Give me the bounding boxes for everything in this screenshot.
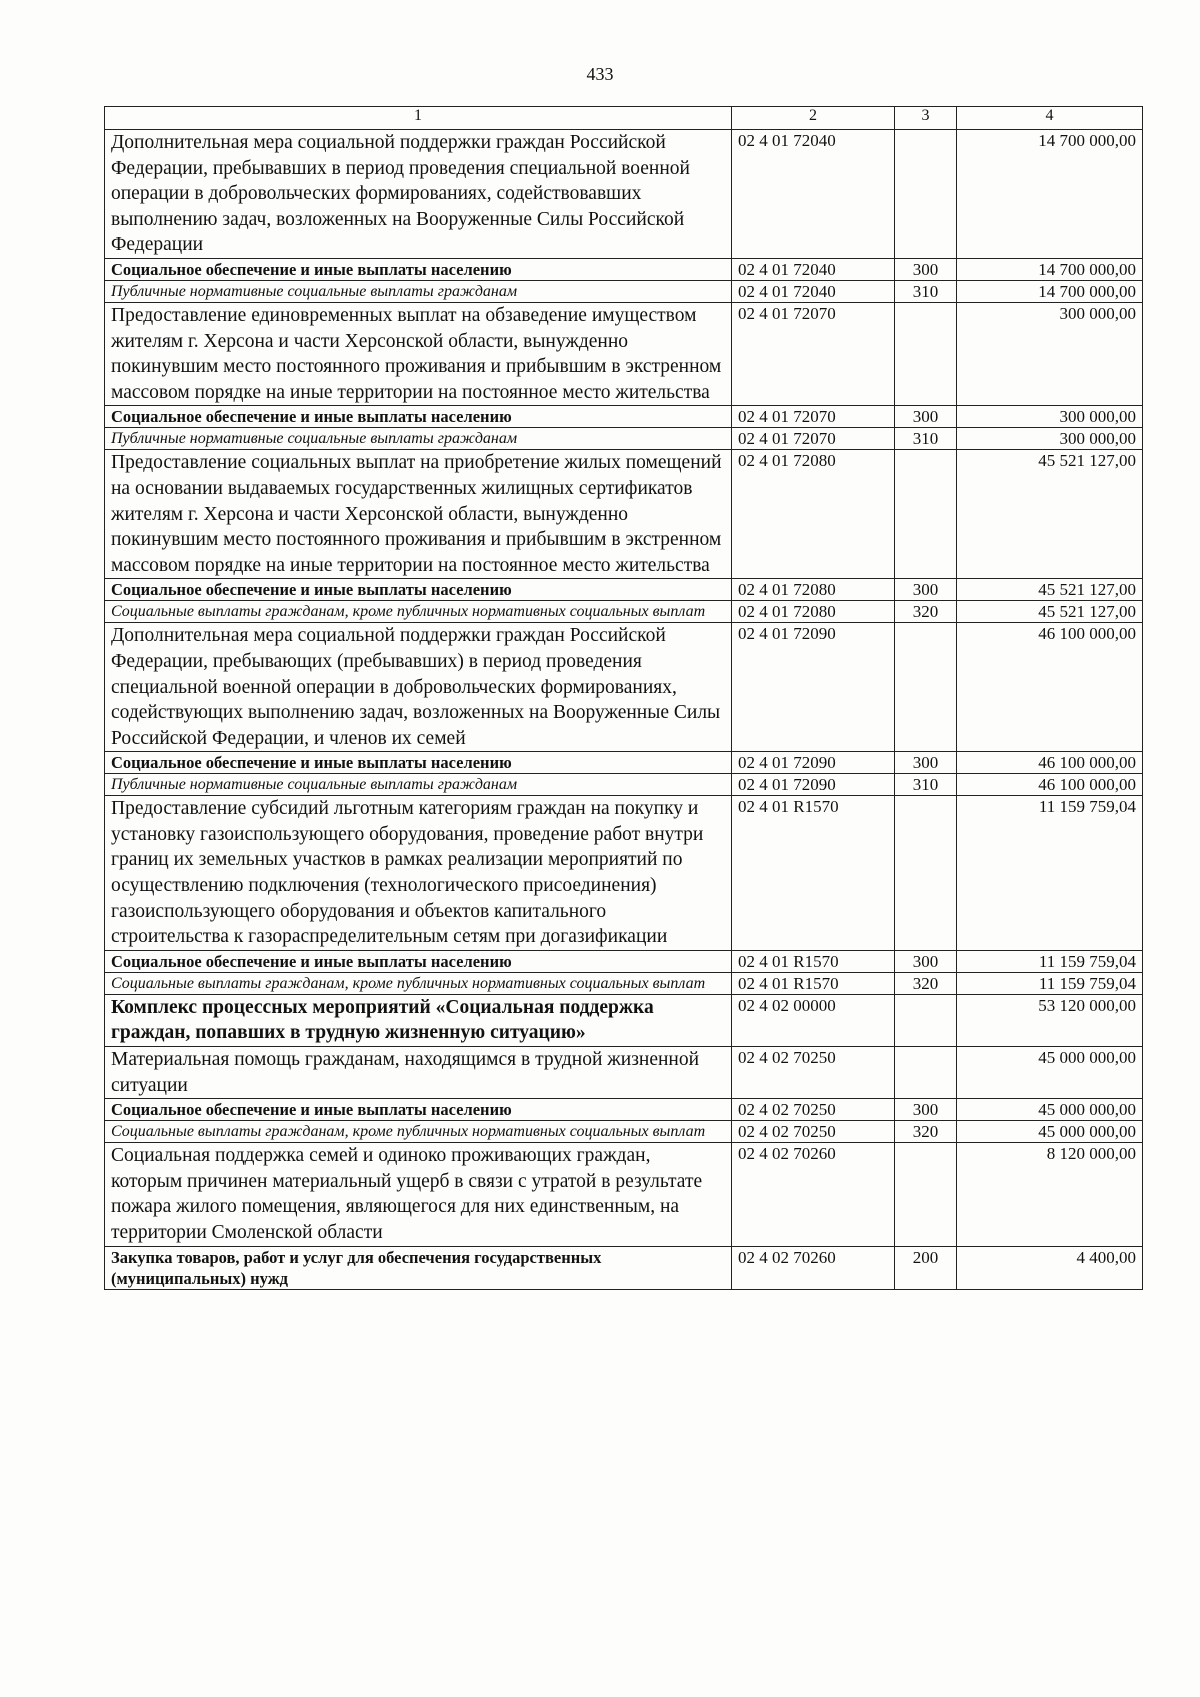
row-description: Социальное обеспечение и иные выплаты населению (105, 258, 732, 280)
row-expense-kind: 310 (895, 428, 957, 450)
row-description: Закупка товаров, работ и услуг для обеспечения государственных (муниципальных) нужд (105, 1246, 732, 1289)
row-expense-kind (895, 1047, 957, 1099)
row-description: Дополнительная мера социальной поддержки граждан Российской Федерации, пребывавших в период проведения специальной военной операции в добровольческих формированиях, содействовавших выполнению задач, возложенных на Вооруженные Силы Российской Федерации (105, 130, 732, 259)
row-amount: 300 000,00 (957, 302, 1143, 405)
table-row (105, 406, 1143, 428)
row-code: 02 4 02 70260 (732, 1143, 895, 1246)
row-code: 02 4 01 72080 (732, 579, 895, 601)
row-amount: 11 159 759,04 (957, 796, 1143, 951)
row-code: 02 4 01 72040 (732, 258, 895, 280)
table-row (105, 796, 1143, 951)
row-expense-kind: 300 (895, 752, 957, 774)
row-code: 02 4 01 72080 (732, 450, 895, 579)
table-row (105, 752, 1143, 774)
table-row (105, 428, 1143, 450)
row-description: Материальная помощь гражданам, находящимся в трудной жизненной ситуации (105, 1047, 732, 1099)
table-row (105, 972, 1143, 994)
row-amount: 46 100 000,00 (957, 774, 1143, 796)
row-description: Предоставление субсидий льготным категориям граждан на покупку и установку газоиспользующего оборудования, проведение работ внутри границ их земельных участков в рамках реализации мероприятий по осуществлению подключения (технологического присоединения) газоиспользующего оборудования и объектов капитального строительства к газораспределительным сетям при догазификации (105, 796, 732, 951)
row-amount: 45 000 000,00 (957, 1047, 1143, 1099)
row-amount: 4 400,00 (957, 1246, 1143, 1289)
row-expense-kind: 300 (895, 258, 957, 280)
table-row (105, 258, 1143, 280)
row-code: 02 4 01 72090 (732, 774, 895, 796)
table-row (105, 1047, 1143, 1099)
row-amount: 46 100 000,00 (957, 752, 1143, 774)
row-code: 02 4 01 72070 (732, 302, 895, 405)
row-amount: 45 521 127,00 (957, 579, 1143, 601)
row-expense-kind: 300 (895, 579, 957, 601)
page-number: 433 (586, 64, 614, 84)
row-amount: 45 000 000,00 (957, 1099, 1143, 1121)
row-expense-kind: 320 (895, 972, 957, 994)
row-code: 02 4 02 70250 (732, 1121, 895, 1143)
table-row (105, 280, 1143, 302)
row-code: 02 4 01 R1570 (732, 972, 895, 994)
row-expense-kind: 200 (895, 1246, 957, 1289)
row-expense-kind (895, 623, 957, 752)
row-expense-kind: 300 (895, 950, 957, 972)
row-description: Предоставление единовременных выплат на обзаведение имуществом жителям г. Херсона и части Херсонской области, вынужденно покинувшим место постоянного проживания и прибывшим в экстренном массовом порядке на иные территории на постоянное место жительства (105, 302, 732, 405)
row-description: Социальное обеспечение и иные выплаты населению (105, 1099, 732, 1121)
row-code: 02 4 01 72070 (732, 406, 895, 428)
row-expense-kind: 300 (895, 1099, 957, 1121)
row-code: 02 4 01 72080 (732, 601, 895, 623)
row-expense-kind (895, 1143, 957, 1246)
row-description: Социальные выплаты гражданам, кроме публичных нормативных социальных выплат (105, 601, 732, 623)
row-expense-kind: 320 (895, 1121, 957, 1143)
row-description: Социальное обеспечение и иные выплаты населению (105, 579, 732, 601)
header-col-4: 4 (957, 107, 1143, 130)
row-amount: 45 521 127,00 (957, 450, 1143, 579)
table-row (105, 601, 1143, 623)
row-description: Публичные нормативные социальные выплаты гражданам (105, 428, 732, 450)
row-amount: 46 100 000,00 (957, 623, 1143, 752)
row-description: Социальное обеспечение и иные выплаты населению (105, 950, 732, 972)
row-expense-kind: 320 (895, 601, 957, 623)
row-code: 02 4 01 72090 (732, 623, 895, 752)
row-expense-kind: 300 (895, 406, 957, 428)
row-code: 02 4 01 R1570 (732, 950, 895, 972)
row-description: Социальное обеспечение и иные выплаты населению (105, 406, 732, 428)
header-col-1: 1 (105, 107, 732, 130)
row-amount: 11 159 759,04 (957, 950, 1143, 972)
table-row (105, 1143, 1143, 1246)
header-col-3: 3 (895, 107, 957, 130)
row-description: Социальное обеспечение и иные выплаты населению (105, 752, 732, 774)
table-row (105, 302, 1143, 405)
row-description: Социальные выплаты гражданам, кроме публичных нормативных социальных выплат (105, 1121, 732, 1143)
row-code: 02 4 01 72040 (732, 130, 895, 259)
row-amount: 14 700 000,00 (957, 258, 1143, 280)
header-col-2: 2 (732, 107, 895, 130)
budget-table (104, 106, 1143, 1290)
row-amount: 14 700 000,00 (957, 130, 1143, 259)
row-amount: 45 000 000,00 (957, 1121, 1143, 1143)
row-description: Публичные нормативные социальные выплаты гражданам (105, 774, 732, 796)
row-amount: 14 700 000,00 (957, 280, 1143, 302)
row-code: 02 4 02 70260 (732, 1246, 895, 1289)
table-row (105, 579, 1143, 601)
row-expense-kind (895, 130, 957, 259)
row-code: 02 4 01 72090 (732, 752, 895, 774)
row-code: 02 4 02 70250 (732, 1099, 895, 1121)
row-amount: 45 521 127,00 (957, 601, 1143, 623)
row-description: Социальные выплаты гражданам, кроме публичных нормативных социальных выплат (105, 972, 732, 994)
row-description: Публичные нормативные социальные выплаты гражданам (105, 280, 732, 302)
table-header-row (105, 107, 1143, 130)
row-expense-kind (895, 994, 957, 1046)
row-amount: 300 000,00 (957, 406, 1143, 428)
table-row (105, 450, 1143, 579)
table-row (105, 1121, 1143, 1143)
row-amount: 11 159 759,04 (957, 972, 1143, 994)
table-row (105, 130, 1143, 259)
row-amount: 53 120 000,00 (957, 994, 1143, 1046)
table-row (105, 1246, 1143, 1289)
table-row (105, 623, 1143, 752)
row-amount: 8 120 000,00 (957, 1143, 1143, 1246)
row-amount: 300 000,00 (957, 428, 1143, 450)
row-expense-kind (895, 796, 957, 951)
row-expense-kind: 310 (895, 774, 957, 796)
row-expense-kind: 310 (895, 280, 957, 302)
row-expense-kind (895, 302, 957, 405)
row-code: 02 4 01 72070 (732, 428, 895, 450)
table-row (105, 774, 1143, 796)
row-code: 02 4 01 72040 (732, 280, 895, 302)
row-code: 02 4 02 00000 (732, 994, 895, 1046)
row-description: Социальная поддержка семей и одиноко проживающих граждан, которым причинен материальный ущерб в связи с утратой в результате пожара жилого помещения, являющегося для них единственным, на территории Смоленской области (105, 1143, 732, 1246)
row-code: 02 4 01 R1570 (732, 796, 895, 951)
row-description: Комплекс процессных мероприятий «Социальная поддержка граждан, попавших в трудную жизненную ситуацию» (105, 994, 732, 1046)
row-description: Предоставление социальных выплат на приобретение жилых помещений на основании выдаваемых государственных жилищных сертификатов жителям г. Херсона и части Херсонской области, вынужденно покинувшим место постоянного проживания и прибывшим в экстренном массовом порядке на иные территории на постоянное место жительства (105, 450, 732, 579)
table-row (105, 1099, 1143, 1121)
row-code: 02 4 02 70250 (732, 1047, 895, 1099)
row-expense-kind (895, 450, 957, 579)
table-row (105, 994, 1143, 1046)
table-row (105, 950, 1143, 972)
row-description: Дополнительная мера социальной поддержки граждан Российской Федерации, пребывающих (пребывавших) в период проведения специальной военной операции в добровольческих формированиях, содействующих выполнению задач, возложенных на Вооруженные Силы Российской Федерации, и членов их семей (105, 623, 732, 752)
